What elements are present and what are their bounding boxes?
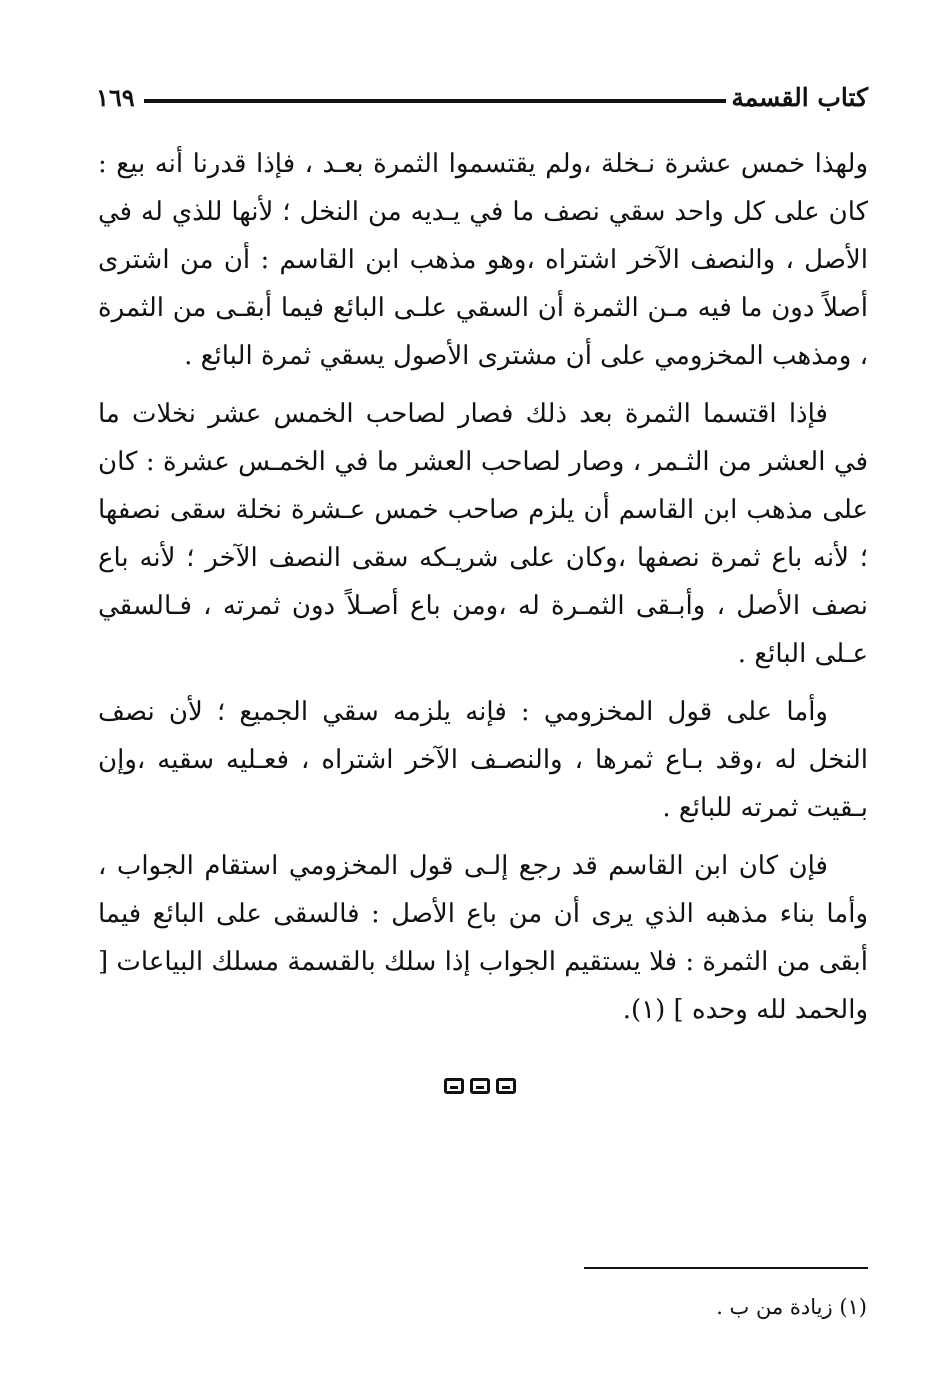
body-text: [98, 140, 868, 1044]
page-header: [96, 78, 868, 118]
section-end-ornament: [440, 1078, 520, 1102]
ornament-square-icon: [444, 1078, 464, 1094]
ornament-square-icon: [470, 1078, 490, 1094]
footnote: (١) زيادة من ب .: [716, 1295, 867, 1319]
paragraph-1: ولهذا خمس عشرة نـخلة ،ولم يقتسموا الثمرة بعـد ، فإذا قدرنا أنه بيع : كان على كل واحد سقي نصف ما في يـديه من النخل ؛ لأنها للذي له في الأصل ، والنصف الآخر اشتراه ،وهو مذهب ابن القاسم : أن من اشترى أصلاً دون ما فيه مـن الثمرة أن السقي علـى البائع فيما أبقـى من الثمرة ، ومذهب المخزومي على أن مشترى الأصول يسقي ثمرة البائع .: [98, 149, 868, 371]
ornament-square-icon: [496, 1078, 516, 1094]
paragraph-2: فإذا اقتسما الثمرة بعد ذلك فصار لصاحب الخمس عشر نخلات ما في العشر من الثـمر ، وصار لصاحب العشر ما في الخمـس عشرة : كان على مذهب ابن القاسم أن يلزم صاحب خمس عـشرة نخلة سقى نصفها ؛ لأنه باع ثمرة نصفها ،وكان على شريـكه سقى النصف الآخر ؛ لأنه باع نصف الأصل ، وأبـقى الثمـرة له ،ومن باع أصـلاً دون ثمرته ، فـالسقي عـلى البائع .: [98, 399, 869, 669]
paragraph-3: وأما على قول المخزومي : فإنه يلزمه سقي الجميع ؛ لأن نصف النخل له ،وقد بـاع ثمرها ، والنصـف الآخر اشتراه ، فعـليه سقيه ،وإن بـقيت ثمرته للبائع .: [98, 697, 868, 823]
paragraph-4: فإن كان ابن القاسم قد رجع إلـى قول المخزومي استقام الجواب ، وأما بناء مذهبه الذي يرى أن من باع الأصل : فالسقى على البائع فيما أبقى من الثمرة : فلا يستقيم الجواب إذا سلك بالقسمة مسلك البياعات [ والحمد لله وحده ] (١).: [98, 851, 868, 1025]
header-rule: [144, 99, 726, 103]
footnote-rule: [584, 1267, 868, 1269]
page-number: ١٦٩: [96, 83, 135, 112]
header-title: كتاب القسمة: [731, 83, 868, 112]
